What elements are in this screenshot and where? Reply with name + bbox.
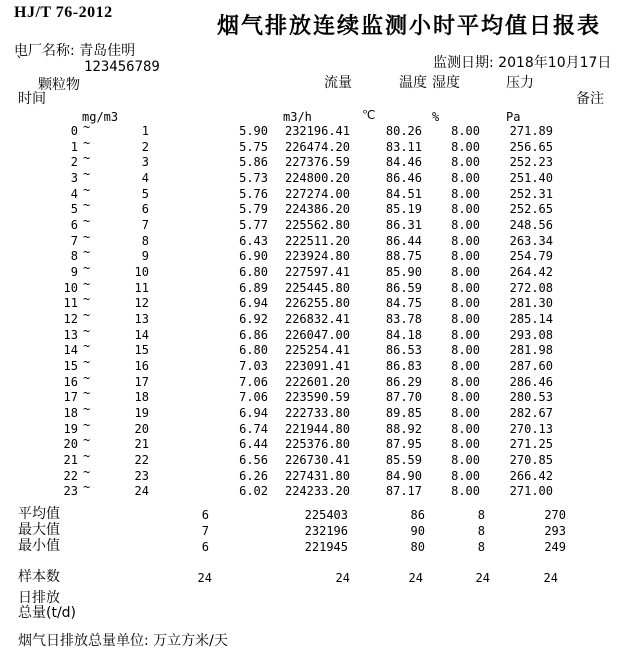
flow-value: 222601.20 (284, 374, 350, 389)
temp-value: 86.46 (385, 171, 422, 185)
pm-value: 6.44 (239, 437, 268, 452)
hour-start: 20 (63, 437, 78, 452)
tilde-mark: ~ (83, 135, 91, 150)
pressure-value: 281.98 (509, 343, 553, 358)
pressure-value: 266.42 (509, 468, 553, 483)
hour-end: 14 (134, 327, 149, 342)
summary-row (0, 538, 621, 557)
tilde-mark: ~ (83, 198, 91, 213)
pm-value: 7.03 (239, 359, 268, 374)
temp-value: 85.19 (385, 202, 422, 217)
temp-value: 86.44 (385, 233, 422, 248)
humidity-value: 8.00 (451, 265, 480, 280)
col-header-pressure: 压力 (506, 75, 534, 91)
flow-value: 222733.80 (284, 406, 350, 421)
flow-value: 226255.80 (284, 296, 350, 311)
tilde-mark: ~ (83, 120, 91, 134)
humidity-value: 8.00 (451, 202, 480, 217)
hour-start: 3 (70, 171, 78, 185)
humidity-value: 8.00 (451, 374, 480, 389)
summary-pm-value: 6 (201, 540, 209, 555)
hour-end: 3 (141, 155, 149, 170)
plant-name-line (14, 44, 135, 58)
humidity-value: 8.00 (451, 233, 480, 248)
tilde-mark: ~ (83, 276, 91, 291)
pressure-value: 286.46 (509, 374, 553, 389)
summary-pressure-value: 293 (544, 524, 566, 539)
sample-count-value: 24 (543, 571, 558, 585)
pm-value: 5.77 (239, 218, 268, 233)
temp-value: 84.51 (385, 186, 422, 201)
flow-value: 225445.80 (284, 280, 350, 295)
table-row (0, 402, 621, 423)
tilde-mark: ~ (83, 417, 91, 432)
table-row (0, 386, 621, 407)
table-row (0, 449, 621, 470)
pm-value: 6.56 (239, 453, 268, 468)
sample-count-value: 24 (475, 571, 490, 585)
pressure-value: 281.30 (509, 296, 553, 311)
summary-pm-value: 7 (201, 524, 209, 539)
hour-end: 6 (141, 202, 149, 217)
hour-start: 9 (70, 265, 78, 280)
hour-end: 11 (134, 280, 149, 295)
summary-humidity-value: 8 (477, 540, 485, 555)
pressure-value: 270.13 (509, 421, 553, 436)
col-header-remark: 备注 (576, 91, 604, 107)
temp-value: 86.59 (385, 280, 422, 295)
summary-humidity-value: 8 (477, 524, 485, 539)
flow-value: 225376.80 (284, 437, 350, 452)
tilde-mark: ~ (83, 182, 91, 197)
summary-row (0, 506, 621, 525)
summary-temp-value: 86 (410, 508, 425, 522)
tilde-mark: ~ (83, 449, 91, 464)
table-row (0, 120, 621, 141)
humidity-value: 8.00 (451, 280, 480, 295)
pressure-value: 252.31 (509, 186, 553, 201)
temp-value: 87.70 (385, 390, 422, 405)
pressure-value: 272.08 (509, 280, 553, 295)
hour-start: 0 (70, 124, 78, 138)
pressure-value: 252.65 (509, 202, 553, 217)
flow-value: 222511.20 (284, 233, 350, 248)
flow-value: 227597.41 (284, 265, 350, 280)
tilde-mark: ~ (83, 245, 91, 260)
temp-value: 83.78 (385, 312, 422, 327)
hour-end: 12 (134, 296, 149, 311)
report-title: 烟气排放连续监测小时平均值日报表 (217, 14, 602, 39)
table-row (0, 292, 621, 313)
tilde-mark: ~ (83, 229, 91, 244)
hour-end: 17 (134, 374, 149, 389)
temp-value: 86.83 (385, 359, 422, 374)
pm-value: 6.26 (239, 468, 268, 483)
flow-value: 223590.59 (284, 390, 350, 405)
hour-end: 4 (141, 171, 149, 185)
plant-name-label: 电厂名称: (14, 43, 75, 59)
pressure-value: 280.53 (509, 390, 553, 405)
pressure-value: 285.14 (509, 312, 553, 327)
daily-emission-label-2: 总量(t/d) (18, 605, 77, 621)
tilde-mark: ~ (83, 339, 91, 354)
table-row (0, 339, 621, 360)
hour-end: 8 (141, 233, 149, 248)
hour-end: 15 (134, 343, 149, 358)
humidity-value: 8.00 (451, 343, 480, 358)
tilde-mark: ~ (83, 292, 91, 307)
tilde-mark: ~ (83, 433, 91, 448)
pm-value: 6.80 (239, 265, 268, 280)
humidity-value: 8.00 (451, 406, 480, 421)
summary-flow-value: 225403 (304, 508, 348, 522)
pressure-value: 282.67 (509, 406, 553, 421)
temp-value: 86.29 (385, 374, 422, 389)
table-row (0, 151, 621, 172)
hour-start: 11 (63, 296, 78, 311)
summary-temp-value: 80 (410, 540, 425, 555)
hour-end: 20 (134, 421, 149, 436)
flow-value: 226047.00 (284, 327, 350, 342)
sample-count-value: 24 (197, 571, 212, 585)
hour-start: 7 (70, 233, 78, 248)
humidity-value: 8.00 (451, 484, 480, 499)
flow-value: 226832.41 (284, 312, 350, 327)
tilde-mark: ~ (83, 167, 91, 181)
hour-end: 18 (134, 390, 149, 405)
hour-start: 22 (63, 468, 78, 483)
summary-humidity-value: 8 (477, 508, 485, 522)
tilde-mark: ~ (83, 480, 91, 495)
tilde-mark: ~ (83, 308, 91, 323)
humidity-value: 8.00 (451, 312, 480, 327)
pressure-value: 293.08 (509, 327, 553, 342)
pm-value: 5.73 (239, 171, 268, 185)
pressure-value: 263.34 (509, 233, 553, 248)
pressure-value: 271.25 (509, 437, 553, 452)
unit-pm: mg/m3 (82, 110, 119, 124)
tilde-mark: ~ (83, 386, 91, 401)
hour-end: 13 (134, 312, 149, 327)
hour-end: 24 (134, 484, 149, 499)
monitor-date-line (433, 56, 611, 70)
col-header-humidity: 湿度 (432, 75, 460, 91)
hour-end: 5 (141, 186, 149, 201)
temp-value: 85.90 (385, 265, 422, 280)
humidity-value: 8.00 (451, 437, 480, 452)
table-row (0, 182, 621, 204)
summary-pressure-value: 270 (544, 508, 566, 522)
hour-end: 10 (134, 265, 149, 280)
hour-start: 1 (70, 139, 78, 154)
temp-value: 87.17 (385, 484, 422, 499)
humidity-value: 8.00 (451, 139, 480, 154)
table-row (0, 214, 621, 235)
flow-value: 223091.41 (284, 359, 350, 374)
flow-value: 225562.80 (284, 218, 350, 233)
table-row (0, 323, 621, 345)
table-row (0, 261, 621, 282)
humidity-value: 8.00 (451, 421, 480, 436)
col-header-time: 时间 (18, 91, 46, 107)
sample-count-value: 24 (408, 571, 423, 585)
monitor-date-value: 2018年10月17日 (498, 55, 612, 71)
pressure-value: 264.42 (509, 265, 553, 280)
temp-value: 83.11 (385, 139, 422, 154)
pressure-value: 252.23 (509, 155, 553, 170)
temp-value: 88.75 (385, 249, 422, 264)
samples-label: 样本数 (18, 569, 60, 585)
hour-start: 19 (63, 421, 78, 436)
table-row (0, 167, 621, 188)
summary-label: 平均值 (18, 506, 60, 522)
hour-end: 22 (134, 453, 149, 468)
flow-value: 221944.80 (284, 421, 350, 436)
humidity-value: 8.00 (451, 124, 480, 138)
table-row (0, 464, 621, 486)
humidity-value: 8.00 (451, 155, 480, 170)
temp-value: 88.92 (385, 421, 422, 436)
col-header-flow: 流量 (324, 75, 352, 91)
pm-value: 5.86 (239, 155, 268, 170)
temp-value: 86.53 (385, 343, 422, 358)
standard-number: HJ/T 76-2012 (14, 4, 113, 21)
flow-value: 224386.20 (284, 202, 350, 217)
hour-start: 17 (63, 390, 78, 405)
humidity-value: 8.00 (451, 249, 480, 264)
pm-value: 7.06 (239, 374, 268, 389)
table-row (0, 370, 621, 392)
hour-start: 14 (63, 343, 78, 358)
pressure-value: 271.00 (509, 484, 553, 499)
hour-start: 21 (63, 453, 78, 468)
pm-value: 6.74 (239, 421, 268, 436)
tick-mark: ` (16, 55, 23, 71)
hour-start: 4 (70, 186, 78, 201)
hour-end: 23 (134, 468, 149, 483)
pm-value: 6.92 (239, 312, 268, 327)
hour-start: 18 (63, 406, 78, 421)
flow-value: 226730.41 (284, 453, 350, 468)
summary-pressure-value: 249 (544, 540, 566, 555)
flow-value: 227274.00 (284, 186, 350, 201)
tilde-mark: ~ (83, 323, 91, 338)
flow-value: 232196.41 (284, 124, 350, 138)
pm-value: 7.06 (239, 390, 268, 405)
flow-value: 225254.41 (284, 343, 350, 358)
pressure-value: 270.85 (509, 453, 553, 468)
table-row (0, 245, 621, 266)
temp-value: 84.90 (385, 468, 422, 483)
unit-pressure: Pa (506, 110, 521, 124)
hour-end: 1 (141, 124, 149, 138)
hour-end: 16 (134, 359, 149, 374)
temp-value: 85.59 (385, 453, 422, 468)
table-row (0, 135, 621, 157)
humidity-value: 8.00 (451, 171, 480, 185)
table-row (0, 198, 621, 219)
tilde-mark: ~ (83, 151, 91, 166)
pm-value: 5.75 (239, 139, 268, 154)
plant-name-value: 青岛佳明 (79, 43, 136, 59)
humidity-value: 8.00 (451, 296, 480, 311)
summary-label: 最小值 (18, 538, 60, 555)
pm-value: 6.86 (239, 327, 268, 342)
hour-start: 6 (70, 218, 78, 233)
hour-start: 10 (63, 280, 78, 295)
pm-value: 6.90 (239, 249, 268, 264)
summary-row (0, 522, 621, 541)
temp-value: 86.31 (385, 218, 422, 233)
unit-temp: ℃ (362, 108, 376, 122)
summary-flow-value: 232196 (304, 524, 348, 539)
temp-value: 84.46 (385, 155, 422, 170)
hour-end: 2 (141, 139, 149, 154)
temp-value: 80.26 (385, 124, 422, 138)
hour-start: 5 (70, 202, 78, 217)
sample-count-value: 24 (335, 571, 350, 585)
pressure-value: 251.40 (509, 171, 553, 185)
temp-value: 84.75 (385, 296, 422, 311)
pressure-value: 287.60 (509, 359, 553, 374)
pm-value: 6.94 (239, 296, 268, 311)
temp-value: 89.85 (385, 406, 422, 421)
tilde-mark: ~ (83, 214, 91, 229)
daily-emission-label-1: 日排放 (18, 590, 60, 606)
table-row (0, 480, 621, 501)
table-row (0, 355, 621, 376)
humidity-value: 8.00 (451, 359, 480, 374)
flow-value: 226474.20 (284, 139, 350, 154)
humidity-value: 8.00 (451, 390, 480, 405)
summary-flow-value: 221945 (304, 540, 348, 555)
tilde-mark: ~ (83, 261, 91, 276)
plant-code: 123456789 (84, 59, 160, 75)
footer-note: 烟气日排放总量单位: 万立方米/天 (18, 633, 228, 649)
table-row (0, 276, 621, 298)
hour-start: 15 (63, 359, 78, 374)
samples-count-row (0, 569, 621, 588)
humidity-value: 8.00 (451, 327, 480, 342)
temp-value: 84.18 (385, 327, 422, 342)
monitor-date-label: 监测日期: (433, 55, 494, 71)
pm-value: 6.94 (239, 406, 268, 421)
flow-value: 227376.59 (284, 155, 350, 170)
table-row (0, 417, 621, 439)
hour-start: 13 (63, 327, 78, 342)
tilde-mark: ~ (83, 402, 91, 417)
table-row (0, 308, 621, 329)
hour-start: 2 (70, 155, 78, 170)
pressure-value: 254.79 (509, 249, 553, 264)
hour-end: 21 (134, 437, 149, 452)
flow-value: 223924.80 (284, 249, 350, 264)
summary-pm-value: 6 (201, 508, 209, 522)
col-header-temp: 温度 (399, 75, 427, 91)
pressure-value: 256.65 (509, 139, 553, 154)
temp-value: 87.95 (385, 437, 422, 452)
hour-start: 16 (63, 374, 78, 389)
table-row (0, 229, 621, 251)
table-row (0, 433, 621, 454)
pm-value: 6.43 (239, 233, 268, 248)
unit-flow: m3/h (283, 110, 312, 124)
pm-value: 5.79 (239, 202, 268, 217)
humidity-value: 8.00 (451, 186, 480, 201)
hour-start: 12 (63, 312, 78, 327)
pm-value: 6.89 (239, 280, 268, 295)
flow-value: 227431.80 (284, 468, 350, 483)
pm-value: 6.80 (239, 343, 268, 358)
humidity-value: 8.00 (451, 218, 480, 233)
pressure-value: 248.56 (509, 218, 553, 233)
tilde-mark: ~ (83, 355, 91, 370)
humidity-value: 8.00 (451, 468, 480, 483)
summary-temp-value: 90 (410, 524, 425, 539)
hour-end: 19 (134, 406, 149, 421)
pm-value: 5.76 (239, 186, 268, 201)
hour-end: 7 (141, 218, 149, 233)
hour-start: 8 (70, 249, 78, 264)
flow-value: 224800.20 (284, 171, 350, 185)
col-header-pm: 颗粒物 (38, 77, 80, 93)
pm-value: 6.02 (239, 484, 268, 499)
humidity-value: 8.00 (451, 453, 480, 468)
pressure-value: 271.89 (509, 124, 553, 138)
tilde-mark: ~ (83, 464, 91, 479)
pm-value: 5.90 (239, 124, 268, 138)
summary-label: 最大值 (18, 522, 60, 539)
tilde-mark: ~ (83, 370, 91, 385)
hour-end: 9 (141, 249, 149, 264)
flow-value: 224233.20 (284, 484, 350, 499)
unit-humidity: % (432, 110, 440, 124)
hour-start: 23 (63, 484, 78, 499)
